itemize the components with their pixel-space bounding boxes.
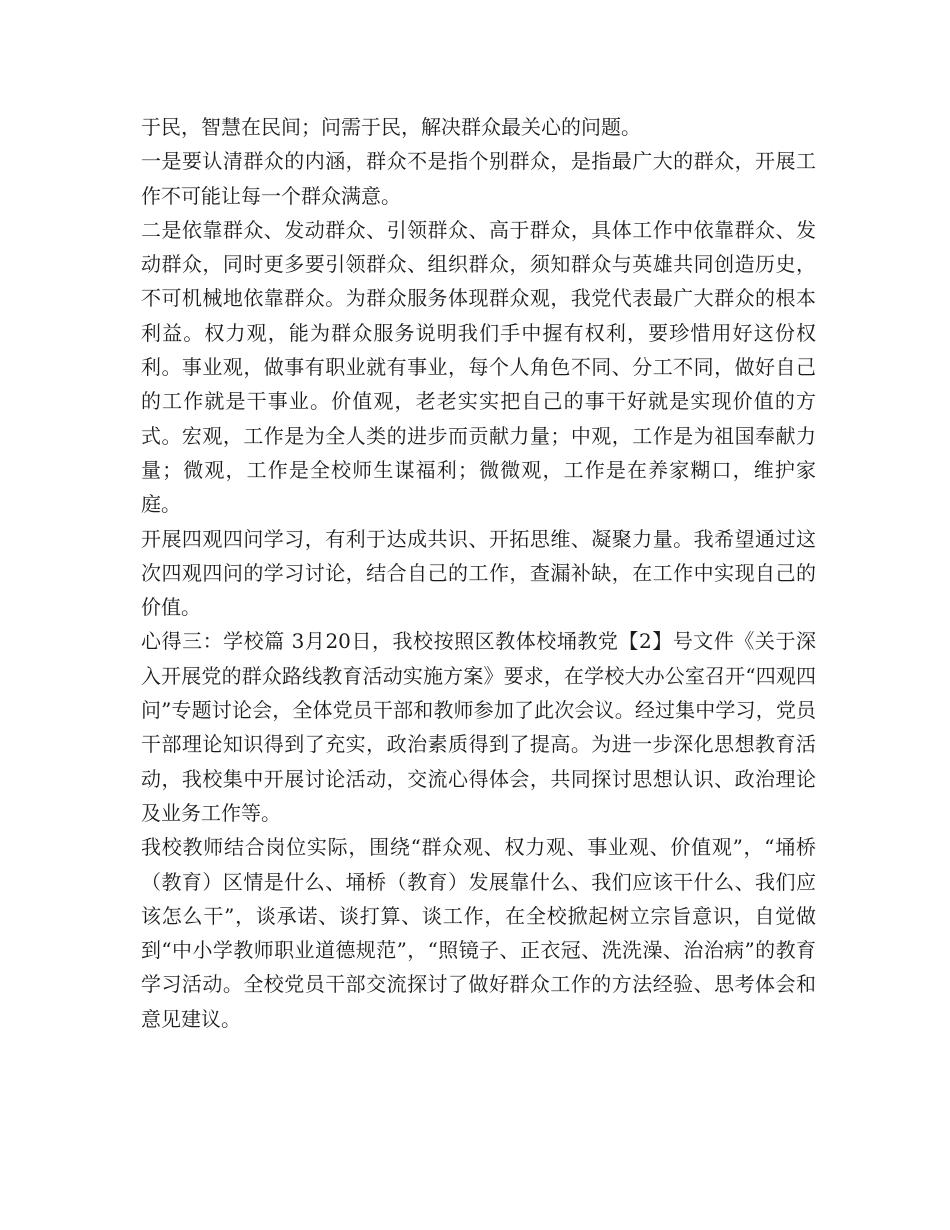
paragraph-4: 开展四观四问学习，有利于达成共识、开拓思维、凝聚力量。我希望通过这次四观四问的学习讨论，结合自己的工作，查漏补缺，在工作中实现自己的价值。 bbox=[141, 526, 816, 620]
paragraph-6: 我校教师结合岗位实际，围绕“群众观、权力观、事业观、价值观”，“埇桥（教育）区情是什么、埇桥（教育）发展靠什么、我们应该干什么、我们应该怎么干”，谈承诺、谈打算、谈工作，在全校掀起树立宗旨意识，自觉做到“中小学教师职业道德规范”，“照镜子、正衣冠、洗洗澡、治治病”的教育学习活动。全校党员干部交流探讨了做好群众工作的方法经验、思考体会和意见建议。 bbox=[141, 835, 816, 1031]
paragraph-5: 心得三：学校篇 3月20日，我校按照区教体校埇教党【2】号文件《关于深入开展党的群众路线教育活动实施方案》要求，在学校大办公室召开“四观四问”专题讨论会，全体党员干部和教师参加了此次会议。经过集中学习，党员干部理论知识得到了充实，政治素质得到了提高。为进一步深化思想教育活动，我校集中开展讨论活动，交流心得体会，共同探讨思想认识、政治理论及业务工作等。 bbox=[141, 629, 816, 825]
paragraph-1: 于民，智慧在民间；问需于民，解决群众最关心的问题。 bbox=[141, 115, 641, 139]
document-body bbox=[141, 110, 816, 1036]
paragraph-2: 一是要认清群众的内涵，群众不是指个别群众，是指最广大的群众，开展工作不可能让每一个群众满意。 bbox=[141, 149, 816, 208]
paragraph-3: 二是依靠群众、发动群众、引领群众、高于群众，具体工作中依靠群众、发动群众，同时更多要引领群众、组织群众，须知群众与英雄共同创造历史，不可机械地依靠群众。为群众服务体现群众观，我党代表最广大群众的根本利益。权力观，能为群众服务说明我们手中握有权利，要珍惜用好这份权利。事业观，做事有职业就有事业，每个人角色不同、分工不同，做好自己的工作就是干事业。价值观，老老实实把自己的事干好就是实现价值的方式。宏观，工作是为全人类的进步而贡献力量；中观，工作是为祖国奉献力量；微观，工作是全校师生谋福利；微微观，工作是在养家糊口，维护家庭。 bbox=[141, 217, 816, 517]
